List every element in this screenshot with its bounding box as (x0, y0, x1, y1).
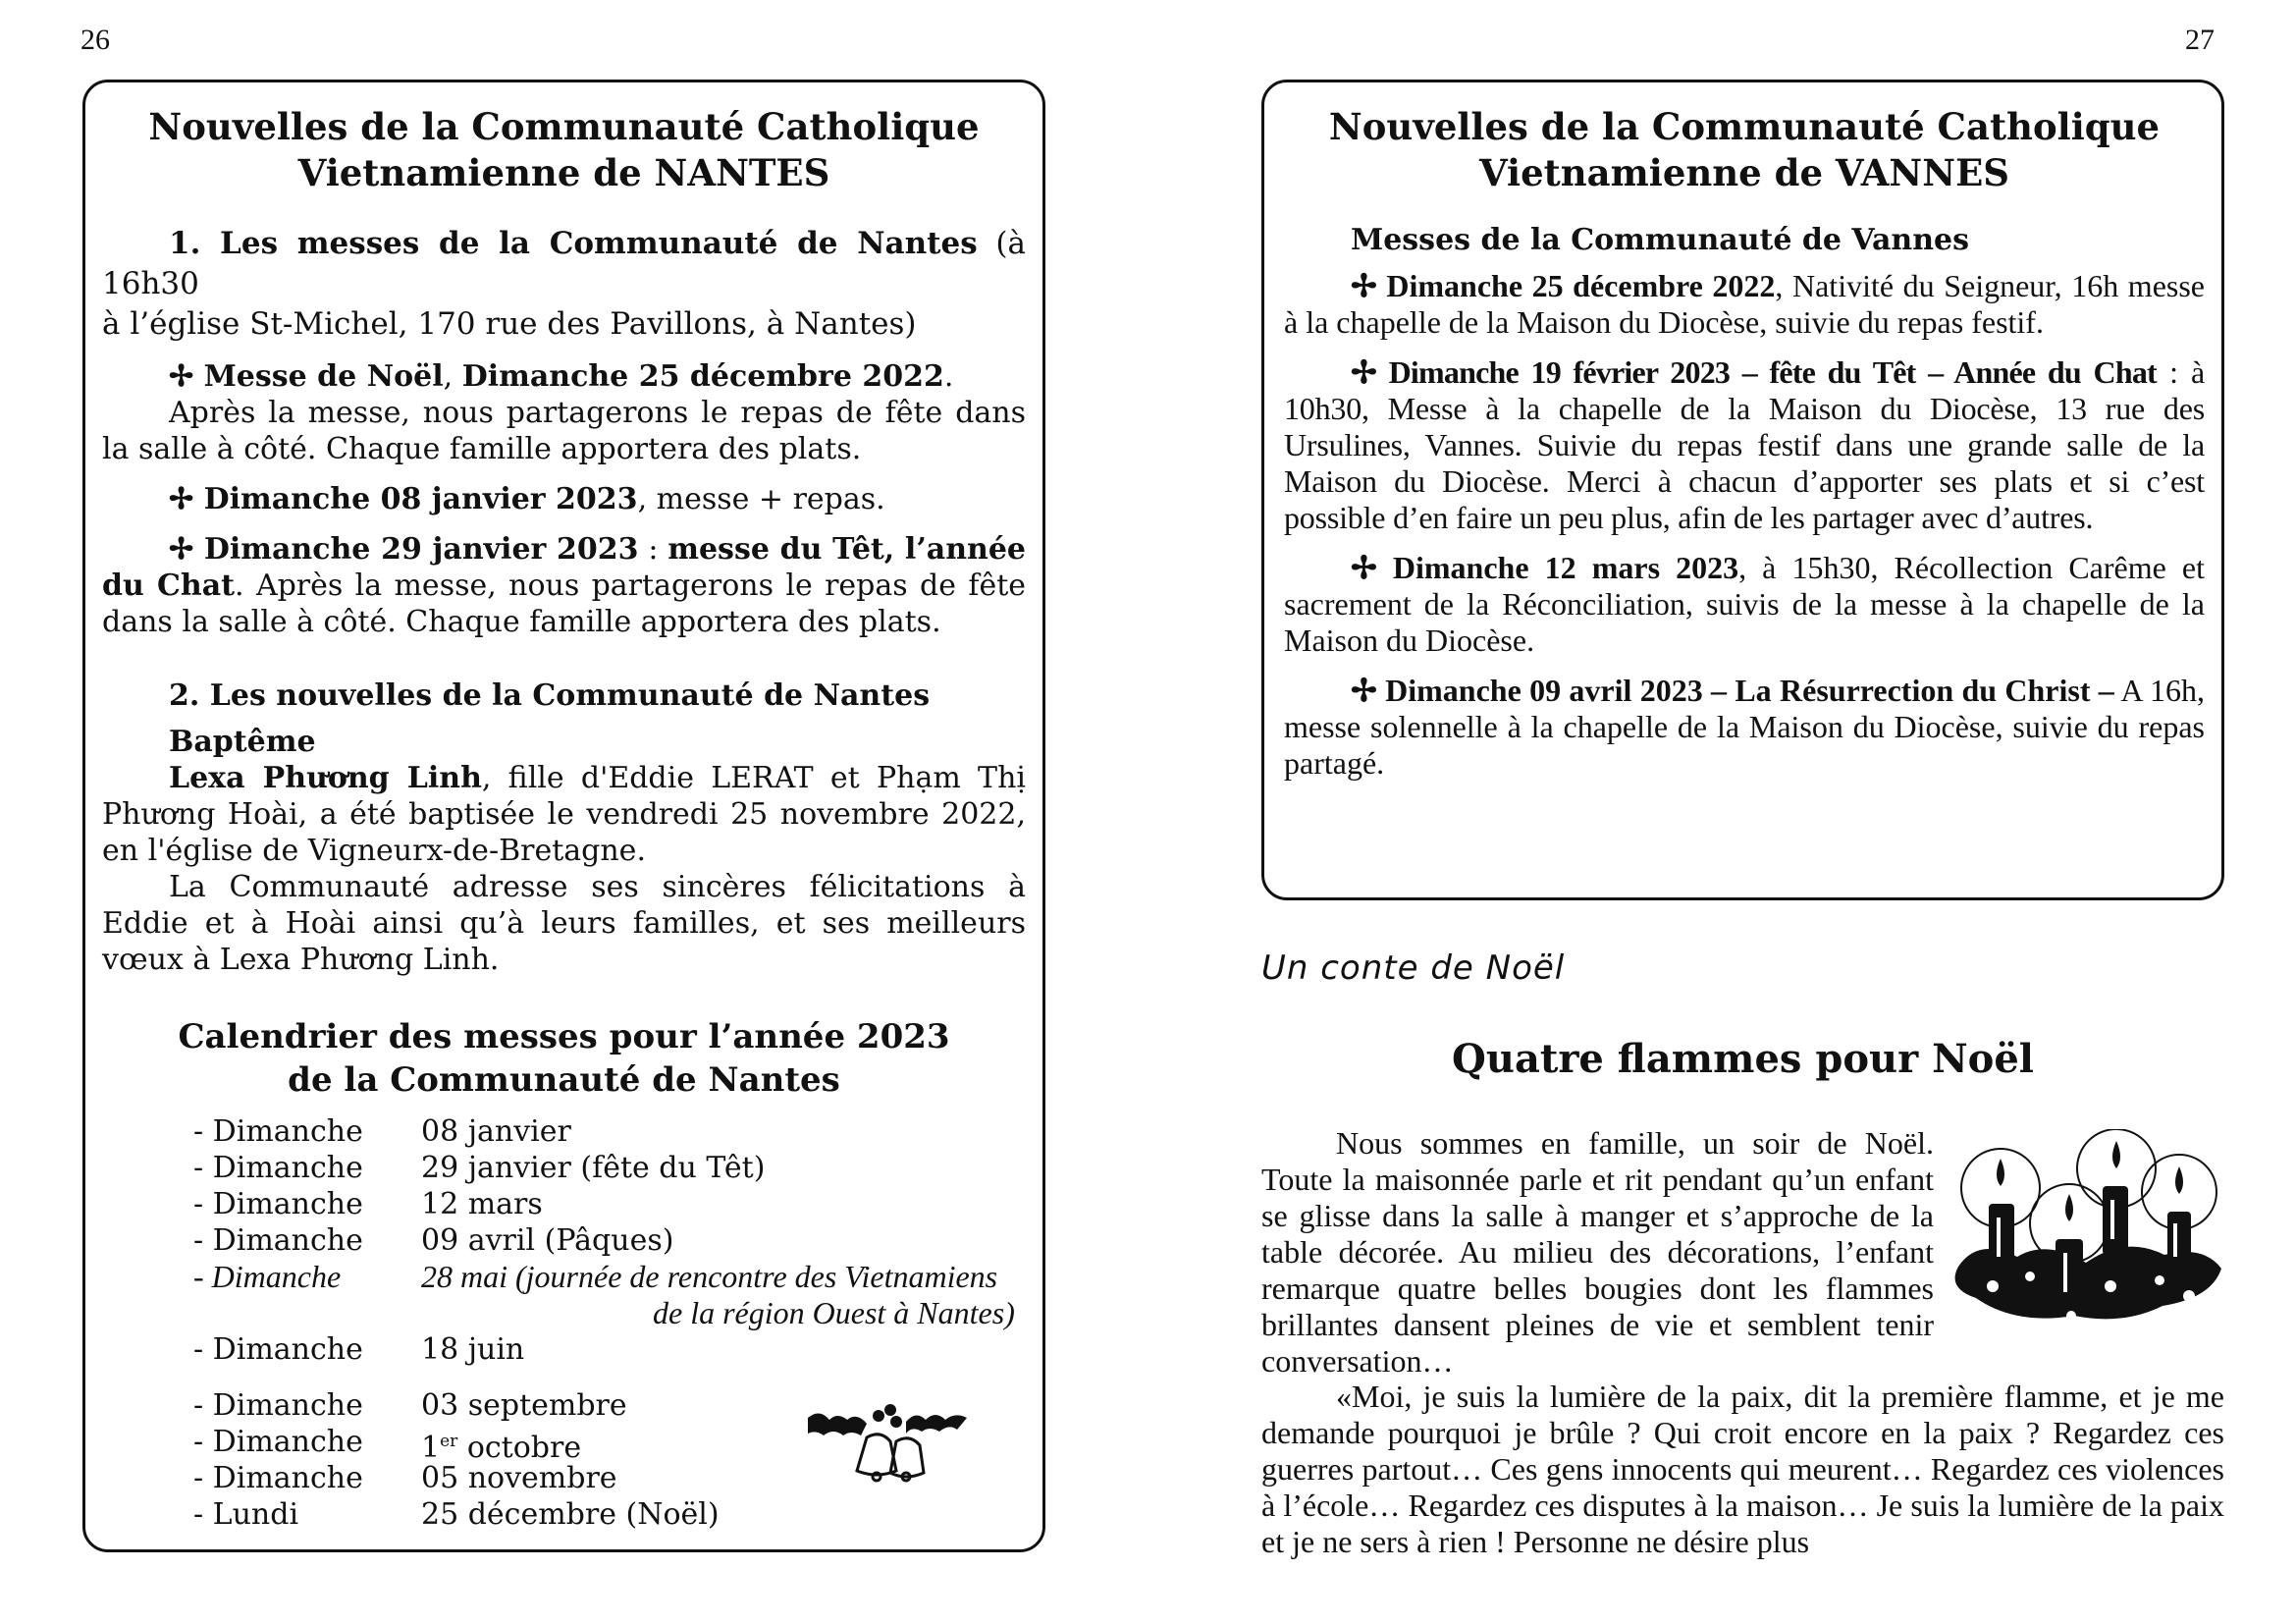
nantes-jan8-entry (102, 481, 1026, 517)
conte-title: Quatre flammes pour Noël (1452, 1036, 2034, 1082)
calendar-day: - Dimanche (193, 1388, 363, 1423)
nantes-jan29-label: ✢ Dimanche 29 janvier 2023 (169, 532, 639, 567)
vannes-entry-1-text: , Nativité du Seigneur, 16h messe à la chapelle de la Maison du Diocèse, suivie du repas festif. (1284, 268, 2206, 340)
vannes-entry-4-date: ✢ Dimanche 09 avril 2023 – La Résurrection du Christ – (1351, 673, 2114, 708)
vannes-entry-2 (1284, 354, 2205, 536)
calendar-date-num: 1 (421, 1431, 441, 1465)
calendar-date: 18 juin (421, 1332, 525, 1367)
nantes-section1 (102, 224, 1026, 345)
vannes-entry-2-date: ✢ Dimanche 19 février 2023 – fête du Têt – Année du Chat (1351, 354, 2157, 390)
calendar-title-line1: Calendrier des messes pour l’année 2023 (178, 1017, 950, 1056)
bapteme-details: , fille d'Eddie LERAT et Phạm Thị Phương Hoài, a été baptisée le vendredi 25 novembre 2022, en l'église de Vigneurx-de-Bretagne. (102, 761, 1026, 868)
vannes-entry-4 (1284, 673, 2205, 782)
page-number-right: 27 (2185, 24, 2215, 56)
vannes-entry-3-text: , à 15h30, Récollection Carême et sacrement de la Réconciliation, suivis de la messe à la chapelle de la Maison du Diocèse. (1284, 550, 2205, 658)
nantes-section1-heading: 1. Les messes de la Communauté de Nantes (169, 226, 978, 261)
bapteme-heading (102, 724, 1026, 760)
nantes-section2-heading (102, 677, 1026, 714)
nantes-section1-place: à l’église St-Michel, 170 rue des Pavillons, à Nantes) (102, 306, 917, 342)
nantes-news-box (82, 80, 1045, 1552)
nantes-jan8-label: ✢ Dimanche 08 janvier 2023 (169, 482, 638, 516)
bapteme-label: Baptême (169, 725, 316, 759)
sep: : (638, 532, 668, 567)
conte-kicker: Un conte de Noël (1261, 948, 1566, 988)
nantes-noel-entry (102, 358, 1026, 395)
nantes-jan8-text: , messe + repas. (637, 482, 885, 516)
calendar-date: 25 décembre (Noël) (421, 1497, 720, 1532)
conte-para1-text: Nous sommes en famille, un soir de Noël. Toute la maisonnée parle et rit pendant qu’un enfant se glisse dans la salle à manger et s’approche de la table décorée. Au milieu des décorations, l’enfant remarque quatre belles bougies dont les flammes brillantes dansent pleines de vie et semblent tenir conversation… (1261, 1125, 1934, 1379)
nantes-jan29-text: . Après la messe, nous partagerons le repas de fête dans la salle à côté. Chaque famille apportera des plats. (102, 568, 1027, 639)
holly-bells-icon (798, 1398, 975, 1496)
vannes-entry-3-date: ✢ Dimanche 12 mars 2023 (1351, 550, 1739, 585)
conte-para1 (1261, 1125, 1934, 1380)
calendar-date: 29 janvier (fête du Têt) (421, 1151, 766, 1185)
sep: , (443, 359, 462, 394)
advent-wreath-icon (1953, 1129, 2226, 1335)
page-number-left: 26 (80, 24, 110, 56)
vannes-heading: Messes de la Communauté de Vannes (1351, 223, 1969, 257)
bapteme-name: Lexa Phương Linh (169, 761, 482, 795)
calendar-date: 09 avril (Pâques) (421, 1223, 674, 1258)
nantes-jan29-bold: messe du Têt, l’année du Chat (102, 532, 1026, 603)
sep: . (943, 359, 954, 394)
felicitations-text: La Communauté adresse ses sincères félicitations à Eddie et à Hoài ainsi qu’à leurs familles, et ses meilleurs vœux à Lexa Phương Linh. (102, 870, 1026, 977)
nantes-noel-date: Dimanche 25 décembre 2022 (461, 359, 944, 394)
calendar-date-continuation: de la région Ouest à Nantes) (653, 1295, 1015, 1330)
calendar-day: - Dimanche (193, 1425, 363, 1459)
calendar-day: - Dimanche (193, 1114, 363, 1149)
nantes-section1-time: (à 16h30 (102, 226, 1026, 301)
nantes-section2-label: 2. Les nouvelles de la Communauté de Nantes (169, 678, 931, 713)
calendar-date: 08 janvier (421, 1114, 571, 1149)
calendar-date: 28 mai (journée de rencontre des Vietnamiens (421, 1259, 998, 1294)
vannes-entry-1-date: ✢ Dimanche 25 décembre 2022 (1351, 268, 1776, 303)
calendar-date: 05 novembre (421, 1461, 617, 1495)
nantes-jan29-entry (102, 531, 1026, 640)
nantes-noel-text: Après la messe, nous partagerons le repas de fête dans la salle à côté. Chaque famille apportera des plats. (102, 396, 1026, 466)
calendar-day: - Dimanche (193, 1223, 363, 1258)
calendar-day: - Dimanche (193, 1151, 363, 1185)
calendar-date: 03 septembre (421, 1388, 627, 1423)
calendar-day: - Dimanche (193, 1187, 363, 1221)
vannes-title-line2: Vietnamienne de VANNES (1479, 151, 2009, 194)
calendar-day: - Dimanche (193, 1332, 363, 1367)
calendar-title-line2: de la Communauté de Nantes (288, 1060, 840, 1100)
nantes-noel-label: ✢ Messe de Noël (169, 359, 444, 394)
vannes-entry-1 (1284, 268, 2205, 341)
vannes-entry-2-text: : à 10h30, Messe à la chapelle de la Maison du Diocèse, 13 rue des Ursulines, Vannes. Suivie du repas festif dans une grande salle de la Maison du Diocèse. Merci à chacun d’apporter ses plats et si c’est possible d’en faire un peu plus, afin de les partager avec d’autres. (1284, 354, 2205, 535)
conte-para2-text: «Moi, je suis la lumière de la paix, dit la première flamme, et je me demande pourquoi je brûle ? Qui croit encore en la paix ? Regardez ces guerres partout… Ces gens innocents qui meurent… Regardez ces violences à l’école… Regardez ces disputes à la maison… Je suis la lumière de la paix et je ne sers à rien ! Personne ne désire plus (1261, 1379, 2224, 1559)
calendar-date-sup: er (440, 1432, 458, 1451)
vannes-title-line1: Nouvelles de la Communauté Catholique (1328, 105, 2161, 148)
calendar-date: 12 mars (421, 1187, 543, 1221)
vannes-entry-3 (1284, 550, 2205, 659)
vannes-entry-4-text: A 16h, messe solennelle à la chapelle de la Maison du Diocèse, suivie du repas partagé. (1284, 673, 2206, 781)
nantes-title-line2: Vietnamienne de NANTES (297, 151, 830, 194)
vannes-news-box (1261, 80, 2224, 900)
calendar-day: - Lundi (193, 1497, 299, 1532)
nantes-title-line1: Nouvelles de la Communauté Catholique (148, 105, 980, 148)
calendar-day: - Dimanche (193, 1461, 363, 1495)
conte-para2 (1261, 1379, 2224, 1560)
calendar-date-month: octobre (457, 1431, 582, 1465)
calendar-day: - Dimanche (193, 1259, 342, 1294)
bapteme-text (102, 760, 1026, 869)
